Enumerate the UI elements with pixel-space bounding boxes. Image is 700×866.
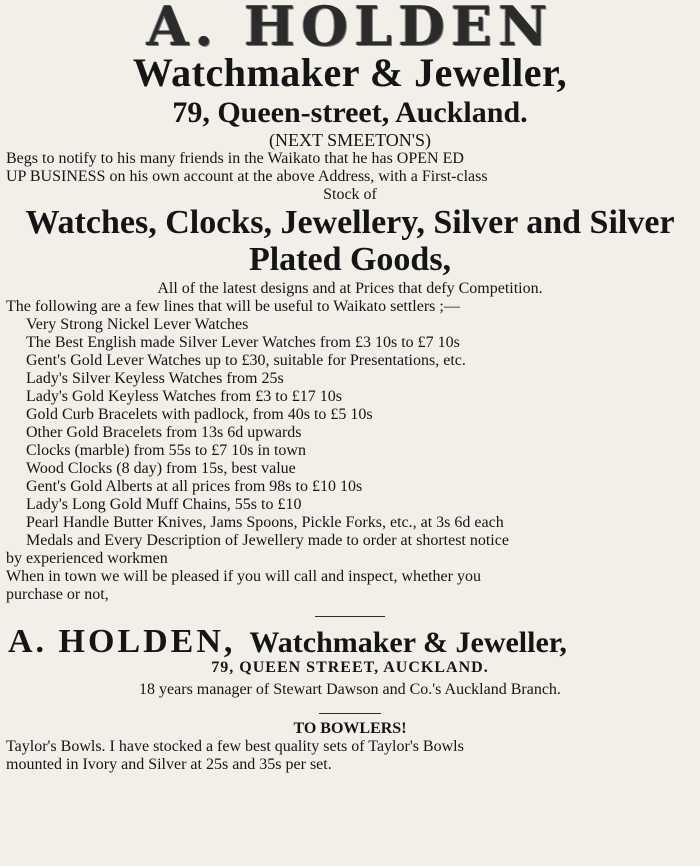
product-list [6,316,694,550]
bowlers-heading: TO BOWLERS! [293,720,407,737]
list-item: Wood Clocks (8 day) from 15s, best value [26,460,296,477]
stock-of-line: Stock of [323,186,377,203]
list-item: Gold Curb Bracelets with padlock, from 40s to £5 10s [26,406,373,423]
goods-line-1: Watches, Clocks, Jewellery, Silver and Silver [25,204,675,241]
list-item: Very Strong Nickel Lever Watches [26,316,249,333]
footer-role: Watchmaker & Jeweller, [249,626,567,659]
notify-line-1: Begs to notify to his many friends in the Waikato that he has OPEN ED [6,150,464,167]
bowlers-line-2: mounted in Ivory and Silver at 25s and 35s per set. [6,756,332,773]
footer-address: 79, QUEEN STREET, AUCKLAND. [211,659,489,676]
shop-address: 79, Queen-street, Auckland. [172,96,528,129]
goods-line-2: Plated Goods, [248,241,452,278]
bowlers-line-1: Taylor's Bowls. I have stocked a few best quality sets of Taylor's Bowls [6,738,464,755]
intro-line: The following are a few lines that will be useful to Waikato settlers ;— [6,298,460,315]
manager-line: 18 years manager of Stewart Dawson and Co.'s Auckland Branch. [139,681,561,698]
divider-secondary [319,713,381,714]
workmen-line: by experienced workmen [6,550,168,567]
list-item: Pearl Handle Butter Knives, Jams Spoons, Pickle Forks, etc., at 3s 6d each [26,514,504,531]
list-item: The Best English made Silver Lever Watches from £3 10s to £7 10s [26,334,460,351]
footer-name: A. HOLDEN, [8,623,236,660]
visit-line-1: When in town we will be pleased if you will call and inspect, whether you [6,568,481,585]
next-to-note: (NEXT SMEETON'S) [268,130,432,150]
list-item: Lady's Silver Keyless Watches from 25s [26,370,284,387]
visit-line-2: purchase or not, [6,586,109,603]
list-item: Medals and Every Description of Jewellery made to order at shortest notice [26,532,509,549]
divider [315,616,385,617]
advert-subhead: Watchmaker & Jeweller, [132,50,568,95]
latest-designs-line: All of the latest designs and at Prices that defy Competition. [157,280,543,297]
footer-title [6,623,694,661]
list-item: Other Gold Bracelets from 13s 6d upwards [26,424,302,441]
list-item: Lady's Gold Keyless Watches from £3 to £17 10s [26,388,342,405]
list-item: Gent's Gold Lever Watches up to £30, suitable for Presentations, etc. [26,352,466,369]
advert-headline: A. HOLDEN [146,0,554,58]
list-item: Clocks (marble) from 55s to £7 10s in town [26,442,306,459]
notify-line-2: UP BUSINESS on his own account at the above Address, with a First-class [6,168,488,185]
list-item: Lady's Long Gold Muff Chains, 55s to £10 [26,496,302,513]
list-item: Gent's Gold Alberts at all prices from 98s to £10 10s [26,478,363,495]
